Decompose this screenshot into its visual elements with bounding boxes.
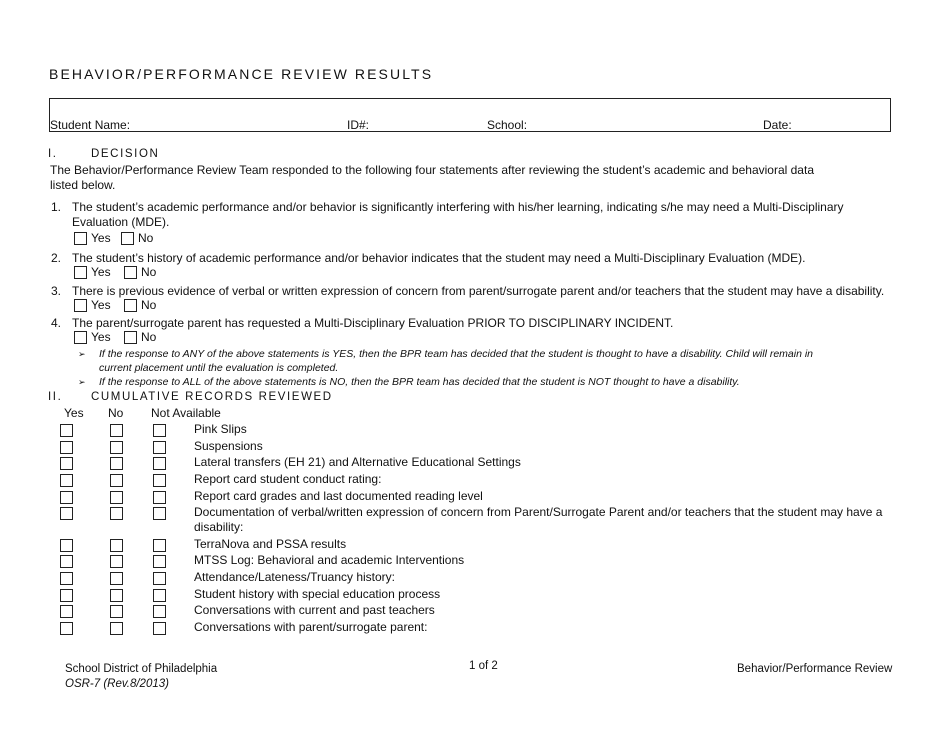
record-not-available-checkbox[interactable] <box>153 605 166 618</box>
section1-numeral: I. <box>48 148 58 160</box>
arrow-bullet-icon: ➢ <box>78 349 86 359</box>
record-no-checkbox[interactable] <box>110 572 123 585</box>
column-header-no: No <box>108 406 124 420</box>
record-label: Conversations with parent/surrogate parent: <box>194 620 428 634</box>
section1-intro-line1: The Behavior/Performance Review Team responded to the following four statements after reviewing the student’s academic and behavioral data <box>50 163 814 177</box>
statement2-yes-checkbox[interactable] <box>74 266 87 279</box>
record-no-checkbox[interactable] <box>110 491 123 504</box>
record-yes-checkbox[interactable] <box>60 539 73 552</box>
section1-heading: DECISION <box>91 148 160 160</box>
section1-intro-line2: listed below. <box>50 178 116 192</box>
record-label: Student history with special education process <box>194 587 441 601</box>
statement-text: The parent/surrogate parent has requested a Multi-Disciplinary Evaluation PRIOR TO DISCIPLINARY INCIDENT. <box>72 316 674 330</box>
statement-text: The student’s history of academic performance and/or behavior indicates that the student may need a Multi-Disciplinary Evaluation (MDE). <box>72 251 806 265</box>
record-not-available-checkbox[interactable] <box>153 507 166 520</box>
section2-numeral: II. <box>48 391 63 403</box>
record-label: Pink Slips <box>194 422 247 436</box>
record-no-checkbox[interactable] <box>110 539 123 552</box>
statement-number: 1. <box>51 200 62 214</box>
record-no-checkbox[interactable] <box>110 507 123 520</box>
footer-district: School District of Philadelphia <box>65 663 218 675</box>
statement4-yes-checkbox[interactable] <box>74 331 87 344</box>
note-text: If the response to ANY of the above statements is YES, then the BPR team has decided that the student is thought to have a disability. Child will remain in <box>99 348 814 360</box>
note-text: If the response to ALL of the above statements is NO, then the BPR team has decided that the student is NOT thought to have a disability. <box>99 376 740 388</box>
record-yes-checkbox[interactable] <box>60 441 73 454</box>
record-no-checkbox[interactable] <box>110 605 123 618</box>
statement2-no-checkbox[interactable] <box>124 266 137 279</box>
statement-text: Evaluation (MDE). <box>72 215 170 229</box>
statement1-yes-checkbox[interactable] <box>74 232 87 245</box>
yes-label: Yes <box>91 298 111 312</box>
record-no-checkbox[interactable] <box>110 622 123 635</box>
yes-label: Yes <box>91 231 111 245</box>
statement3-no-checkbox[interactable] <box>124 299 137 312</box>
record-label: MTSS Log: Behavioral and academic Interventions <box>194 553 465 567</box>
record-not-available-checkbox[interactable] <box>153 457 166 470</box>
statement4-no-checkbox[interactable] <box>124 331 137 344</box>
record-label: Suspensions <box>194 439 263 453</box>
record-no-checkbox[interactable] <box>110 441 123 454</box>
statement-text: The student’s academic performance and/or behavior is significantly interfering with his/her learning, indicating s/he may need a Multi-Disciplinary <box>72 200 844 214</box>
record-not-available-checkbox[interactable] <box>153 491 166 504</box>
no-label: No <box>141 330 157 344</box>
school-label: School: <box>487 118 528 132</box>
record-not-available-checkbox[interactable] <box>153 572 166 585</box>
record-not-available-checkbox[interactable] <box>153 474 166 487</box>
footer-page-number: 1 of 2 <box>469 660 498 672</box>
arrow-bullet-icon: ➢ <box>78 377 86 387</box>
record-label: disability: <box>194 520 244 534</box>
record-label: Lateral transfers (EH 21) and Alternative Educational Settings <box>194 455 521 469</box>
record-not-available-checkbox[interactable] <box>153 441 166 454</box>
record-no-checkbox[interactable] <box>110 424 123 437</box>
record-label: Report card student conduct rating: <box>194 472 382 486</box>
record-not-available-checkbox[interactable] <box>153 622 166 635</box>
record-label: Report card grades and last documented reading level <box>194 489 483 503</box>
record-yes-checkbox[interactable] <box>60 507 73 520</box>
footer-form-code: OSR-7 (Rev.8/2013) <box>65 678 169 690</box>
record-no-checkbox[interactable] <box>110 457 123 470</box>
statement3-yes-checkbox[interactable] <box>74 299 87 312</box>
no-label: No <box>141 298 157 312</box>
no-label: No <box>141 265 157 279</box>
record-not-available-checkbox[interactable] <box>153 555 166 568</box>
yes-label: Yes <box>91 265 111 279</box>
column-header-not-available: Not Available <box>151 406 221 420</box>
yes-label: Yes <box>91 330 111 344</box>
record-no-checkbox[interactable] <box>110 555 123 568</box>
section2-heading: CUMULATIVE RECORDS REVIEWED <box>91 391 333 403</box>
record-label: Conversations with current and past teachers <box>194 603 435 617</box>
statement1-no-checkbox[interactable] <box>121 232 134 245</box>
statement-number: 4. <box>51 316 62 330</box>
id-label: ID#: <box>347 118 370 132</box>
form-title: BEHAVIOR/PERFORMANCE REVIEW RESULTS <box>49 66 434 82</box>
date-label: Date: <box>763 118 792 132</box>
record-yes-checkbox[interactable] <box>60 424 73 437</box>
statement-number: 3. <box>51 284 62 298</box>
record-label: TerraNova and PSSA results <box>194 537 347 551</box>
record-label: Documentation of verbal/written expression of concern from Parent/Surrogate Parent and/or teachers that the student may have a <box>194 505 883 519</box>
record-yes-checkbox[interactable] <box>60 589 73 602</box>
record-yes-checkbox[interactable] <box>60 491 73 504</box>
record-yes-checkbox[interactable] <box>60 457 73 470</box>
footer-document-name: Behavior/Performance Review <box>737 663 893 675</box>
student-name-label: Student Name: <box>50 118 131 132</box>
record-yes-checkbox[interactable] <box>60 474 73 487</box>
column-header-yes: Yes <box>64 406 84 420</box>
no-label: No <box>138 231 154 245</box>
record-yes-checkbox[interactable] <box>60 555 73 568</box>
record-yes-checkbox[interactable] <box>60 572 73 585</box>
record-no-checkbox[interactable] <box>110 589 123 602</box>
record-no-checkbox[interactable] <box>110 474 123 487</box>
record-yes-checkbox[interactable] <box>60 605 73 618</box>
record-not-available-checkbox[interactable] <box>153 589 166 602</box>
note-text: current placement until the evaluation is completed. <box>99 362 339 374</box>
record-label: Attendance/Lateness/Truancy history: <box>194 570 395 584</box>
record-yes-checkbox[interactable] <box>60 622 73 635</box>
statement-number: 2. <box>51 251 62 265</box>
record-not-available-checkbox[interactable] <box>153 424 166 437</box>
record-not-available-checkbox[interactable] <box>153 539 166 552</box>
statement-text: There is previous evidence of verbal or written expression of concern from parent/surrogate parent and/or teachers that the student may have a disability. <box>72 284 885 298</box>
